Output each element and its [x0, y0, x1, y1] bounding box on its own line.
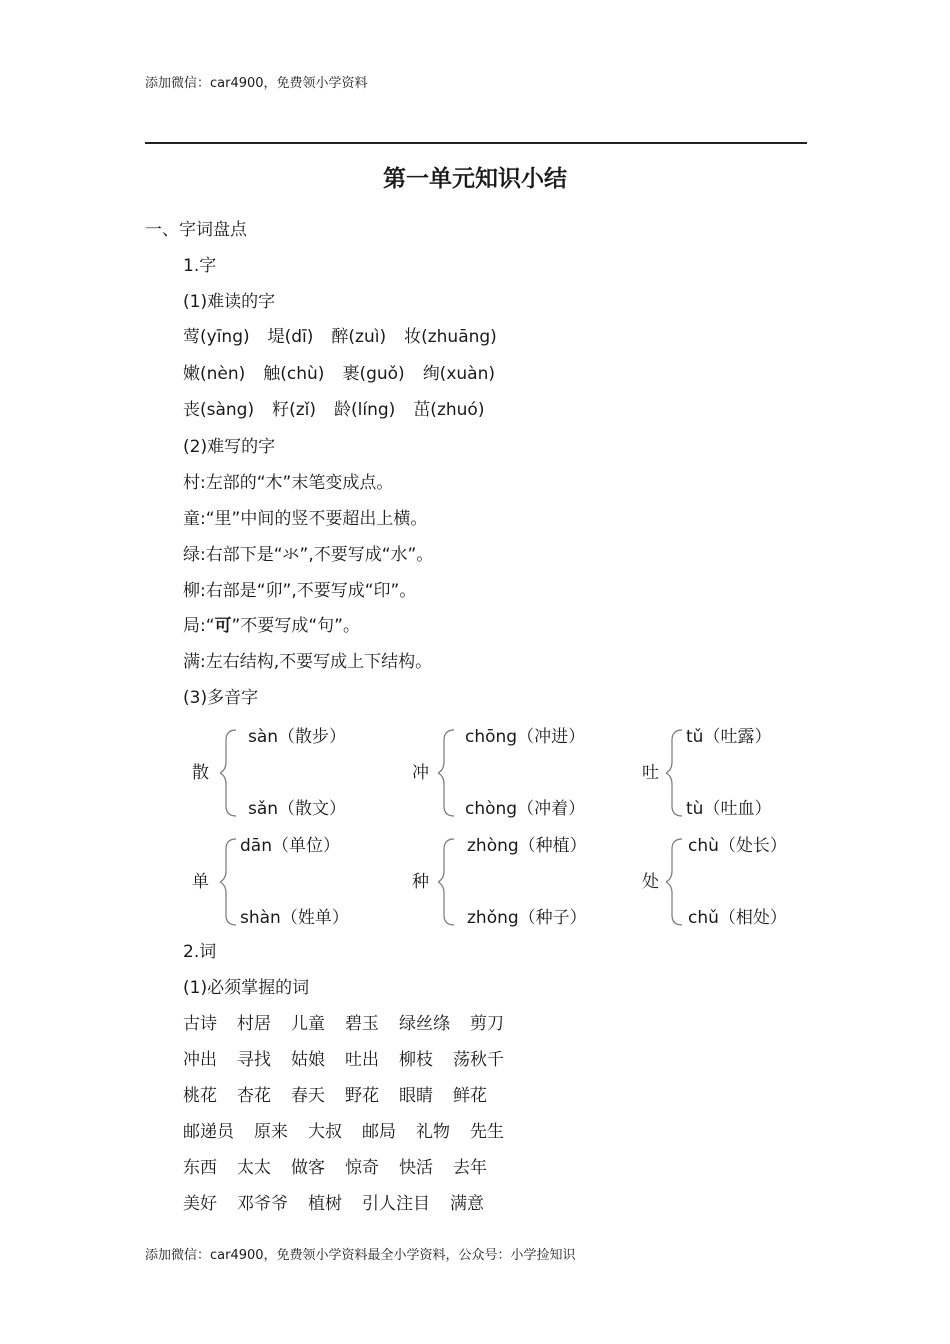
vocab-row: [183, 1048, 524, 1072]
duoyin-group: [190, 720, 390, 820]
brace-icon: [438, 837, 458, 927]
vocab-word: 先生: [470, 1122, 504, 1142]
duoyin-char: 冲: [412, 763, 429, 783]
vocab-word: 杏花: [237, 1086, 271, 1106]
vocab-word: 寻找: [237, 1050, 271, 1070]
vocab-row: [183, 1156, 507, 1180]
pinyin-item: 堤(dī): [267, 327, 314, 347]
vocab-word: 惊奇: [345, 1158, 379, 1178]
vocab-word: 去年: [453, 1158, 487, 1178]
vocab-word: 邮局: [362, 1122, 396, 1142]
duoyin-group: [410, 720, 630, 820]
subsection-heading: 2.词: [183, 942, 217, 962]
vocab-word: 满意: [450, 1194, 484, 1214]
vocab-row: [183, 1192, 504, 1216]
brace-icon: [220, 837, 240, 927]
vocab-word: 引人注目: [362, 1194, 430, 1214]
vocab-row: [183, 1120, 524, 1144]
nanxie-line: 柳:右部是“卯”,不要写成“印”。: [183, 581, 417, 601]
pinyin-item: 嫩(nèn): [183, 364, 246, 384]
pinyin-item: 触(chù): [263, 364, 325, 384]
duoyin-char: 种: [412, 872, 429, 892]
page-title: 第一单元知识小结: [383, 165, 567, 192]
vocab-word: 大叔: [308, 1122, 342, 1142]
vocab-row: [183, 1012, 524, 1036]
duoyin-char: 散: [192, 763, 209, 783]
vocab-word: 冲出: [183, 1050, 217, 1070]
nanxie-heading: (2)难写的字: [183, 437, 276, 457]
nanxie-line: 童:“里”中间的竖不要超出上横。: [183, 509, 428, 529]
brace-icon: [220, 728, 240, 818]
duoyin-reading-bottom: tù（吐血）: [686, 799, 772, 819]
nandu-heading: (1)难读的字: [183, 292, 276, 312]
vocab-word: 东西: [183, 1158, 217, 1178]
pinyin-row: [183, 325, 515, 349]
subsection-heading: 1.字: [183, 256, 217, 276]
vocab-word: 村居: [237, 1014, 271, 1034]
pinyin-item: 莺(yīng): [183, 327, 250, 347]
header-rule: [145, 142, 807, 144]
header-note: 添加微信：car4900，免费领小学资料: [145, 76, 368, 91]
vocab-word: 姑娘: [291, 1050, 325, 1070]
vocab-word: 美好: [183, 1194, 217, 1214]
nanxie-line: 村:左部的“木”末笔变成点。: [183, 473, 394, 493]
pinyin-item: 妆(zhuāng): [404, 327, 497, 347]
duoyin-reading-bottom: chòng（冲着）: [465, 799, 586, 819]
duoyin-reading-top: tǔ（吐露）: [686, 727, 772, 747]
duoyin-group: [640, 829, 810, 929]
vocab-word: 眼睛: [399, 1086, 433, 1106]
brace-icon: [666, 837, 686, 927]
brace-icon: [438, 728, 458, 818]
vocab-word: 碧玉: [345, 1014, 379, 1034]
duoyin-reading-top: chù（处长）: [688, 836, 787, 856]
vocab-word: 荡秋千: [453, 1050, 504, 1070]
ju-glyph: 可: [214, 616, 232, 636]
nanxie-line: 满:左右结构,不要写成上下结构。: [183, 652, 433, 672]
vocab-word: 礼物: [416, 1122, 450, 1142]
vocab-word: 太太: [237, 1158, 271, 1178]
vocab-word: 野花: [345, 1086, 379, 1106]
duoyin-reading-bottom: chǔ（相处）: [688, 908, 787, 928]
nanxie-line-ju: [183, 614, 360, 638]
vocab-word: 鲜花: [453, 1086, 487, 1106]
vocab-word: 做客: [291, 1158, 325, 1178]
duoyin-reading-bottom: zhǒng（种子）: [467, 908, 587, 928]
duoyin-char: 处: [642, 872, 659, 892]
brace-icon: [666, 728, 686, 818]
pinyin-item: 籽(zǐ): [272, 400, 317, 420]
pinyin-item: 绚(xuàn): [422, 364, 495, 384]
duoyin-reading-top: zhòng（种植）: [467, 836, 587, 856]
pinyin-row: [183, 362, 513, 386]
vocab-word: 吐出: [345, 1050, 379, 1070]
vocab-word: 古诗: [183, 1014, 217, 1034]
pinyin-item: 茁(zhuó): [413, 400, 485, 420]
vocab-word: 原来: [254, 1122, 288, 1142]
vocab-word: 快活: [399, 1158, 433, 1178]
vocab-word: 儿童: [291, 1014, 325, 1034]
vocab-word: 植树: [308, 1194, 342, 1214]
vocab-word: 剪刀: [470, 1014, 504, 1034]
duoyin-char: 吐: [642, 763, 659, 783]
vocab-word: 桃花: [183, 1086, 217, 1106]
pinyin-row: [183, 398, 502, 422]
duoyin-group: [410, 829, 630, 929]
pinyin-item: 丧(sàng): [183, 400, 255, 420]
ju-suffix: ”不要写成“句”。: [231, 616, 360, 636]
section-heading: 一、字词盘点: [145, 220, 247, 240]
vocab-word: 邮递员: [183, 1122, 234, 1142]
duoyin-reading-bottom: sǎn（散文）: [248, 799, 347, 819]
duoyin-reading-top: dān（单位）: [240, 836, 340, 856]
duoyin-reading-bottom: shàn（姓单）: [240, 908, 349, 928]
pinyin-item: 醉(zuì): [331, 327, 387, 347]
footer-note: 添加微信：car4900，免费领小学资料最全小学资料，公众号：小学捡知识: [145, 1248, 576, 1263]
vocab-row: [183, 1084, 507, 1108]
vocab-word: 春天: [291, 1086, 325, 1106]
vocab-word: 柳枝: [399, 1050, 433, 1070]
duoyin-reading-top: chōng（冲进）: [465, 727, 586, 747]
duoyin-heading: (3)多音字: [183, 688, 259, 708]
duoyin-reading-top: sàn（散步）: [248, 727, 347, 747]
pinyin-item: 龄(líng): [334, 400, 396, 420]
vocab-word: 邓爷爷: [237, 1194, 288, 1214]
nanxie-line: 绿:右部下是“氺”,不要写成“水”。: [183, 545, 434, 565]
duoyin-group: [640, 720, 810, 820]
vocab-word: 绿丝绦: [399, 1014, 450, 1034]
ju-prefix: 局:“: [183, 616, 215, 636]
duoyin-group: [190, 829, 390, 929]
pinyin-item: 裹(guǒ): [342, 364, 405, 384]
bixu-heading: (1)必须掌握的词: [183, 978, 310, 998]
duoyin-char: 单: [192, 872, 209, 892]
